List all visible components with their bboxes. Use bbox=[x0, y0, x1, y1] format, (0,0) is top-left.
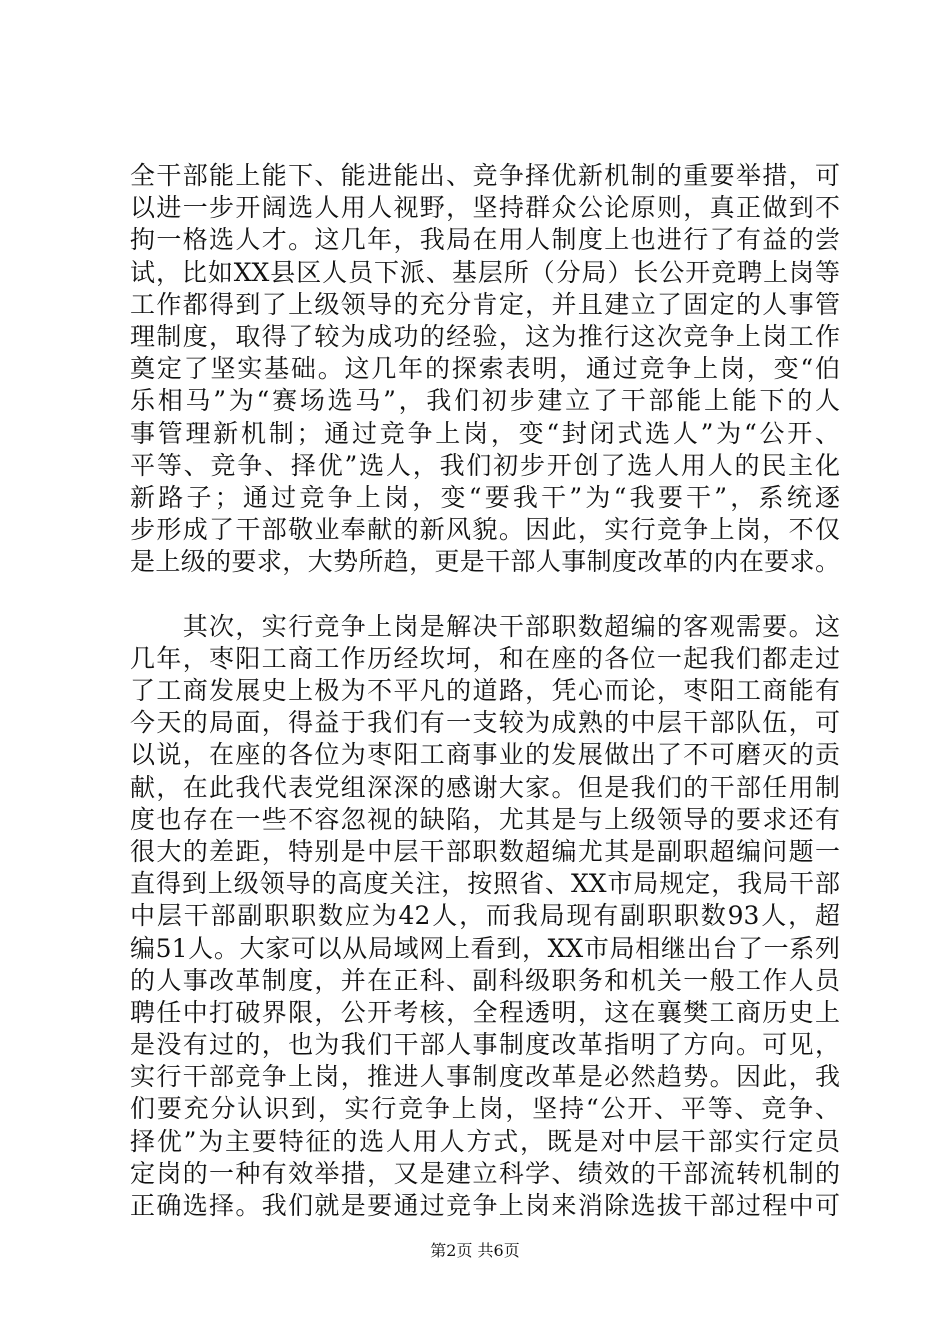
text-line: 工作都得到了上级领导的充分肯定，并且建立了固定的人事管 bbox=[130, 289, 840, 319]
text-line: 献，在此我代表党组深深的感谢大家。但是我们的干部任用制 bbox=[130, 772, 840, 802]
text-line: 定岗的一种有效举措，又是建立科学、绩效的干部流转机制的 bbox=[130, 1158, 840, 1188]
text-line: 试，比如XX县区人员下派、基层所（分局）长公开竞聘上岗等 bbox=[130, 257, 840, 287]
text-line: 直得到上级领导的高度关注，按照省、XX市局规定，我局干部 bbox=[130, 869, 840, 899]
page-footer: 第2页 共6页 bbox=[430, 1241, 520, 1260]
text-line: 新路子；通过竞争上岗，变“要我干”为“我要干”，系统逐 bbox=[130, 482, 840, 512]
document-body bbox=[130, 160, 840, 1222]
text-line: 择优”为主要特征的选人用人方式，既是对中层干部实行定员 bbox=[130, 1126, 840, 1156]
text-line: 平等、竞争、择优”选人，我们初步开创了选人用人的民主化 bbox=[130, 450, 840, 480]
text-line: 实行干部竞争上岗，推进人事制度改革是必然趋势。因此，我 bbox=[130, 1062, 840, 1092]
text-line: 事管理新机制；通过竞争上岗，变“封闭式选人”为“公开、 bbox=[130, 418, 840, 448]
text-line: 是上级的要求，大势所趋，更是干部人事制度改革的内在要求。 bbox=[130, 547, 840, 577]
text-line: 的人事改革制度，并在正科、副科级职务和机关一般工作人员 bbox=[130, 965, 840, 995]
text-line: 正确选择。我们就是要通过竞争上岗来消除选拔干部过程中可 bbox=[130, 1191, 840, 1220]
paragraph-gap bbox=[130, 578, 840, 610]
text-line: 了工商发展史上极为不平凡的道路，凭心而论，枣阳工商能有 bbox=[130, 676, 840, 705]
text-line: 很大的差距，特别是中层干部职数超编尤其是副职超编问题一 bbox=[130, 836, 840, 866]
text-line: 是没有过的，也为我们干部人事制度改革指明了方向。可见， bbox=[130, 1030, 840, 1060]
text-line: 乐相马”为“赛场选马”，我们初步建立了干部能上能下的人 bbox=[130, 386, 840, 416]
text-line: 度也存在一些不容忽视的缺陷，尤其是与上级领导的要求还有 bbox=[130, 804, 840, 834]
text-line: 们要充分认识到，实行竞争上岗，坚持“公开、平等、竞争、 bbox=[130, 1094, 840, 1124]
text-line: 其次，实行竞争上岗是解决干部职数超编的客观需要。这 bbox=[130, 611, 840, 641]
text-line: 步形成了干部敬业奉献的新风貌。因此，实行竞争上岗，不仅 bbox=[130, 515, 840, 545]
text-line: 今天的局面，得益于我们有一支较为成熟的中层干部队伍，可 bbox=[130, 708, 840, 738]
text-line: 以说，在座的各位为枣阳工商事业的发展做出了不可磨灭的贡 bbox=[130, 740, 840, 770]
text-line: 奠定了坚实基础。这几年的探索表明，通过竞争上岗，变“伯 bbox=[130, 354, 840, 384]
paragraph-2 bbox=[130, 611, 840, 1223]
text-line: 理制度，取得了较为成功的经验，这为推行这次竞争上岗工作 bbox=[130, 321, 840, 351]
text-line: 以进一步开阔选人用人视野，坚持群众公论原则，真正做到不 bbox=[130, 193, 840, 223]
text-line: 几年，枣阳工商工作历经坎坷，和在座的各位一起我们都走过 bbox=[130, 643, 840, 673]
paragraph-1 bbox=[130, 160, 840, 578]
text-line: 编51人。大家可以从局域网上看到，XX市局相继出台了一系列 bbox=[130, 933, 840, 963]
text-line: 聘任中打破界限，公开考核，全程透明，这在襄樊工商历史上 bbox=[130, 997, 840, 1027]
text-line: 中层干部副职职数应为42人，而我局现有副职职数93人，超 bbox=[130, 901, 840, 931]
text-line: 全干部能上能下、能进能出、竞争择优新机制的重要举措，可 bbox=[130, 161, 840, 190]
text-line: 拘一格选人才。这几年，我局在用人制度上也进行了有益的尝 bbox=[130, 225, 840, 255]
